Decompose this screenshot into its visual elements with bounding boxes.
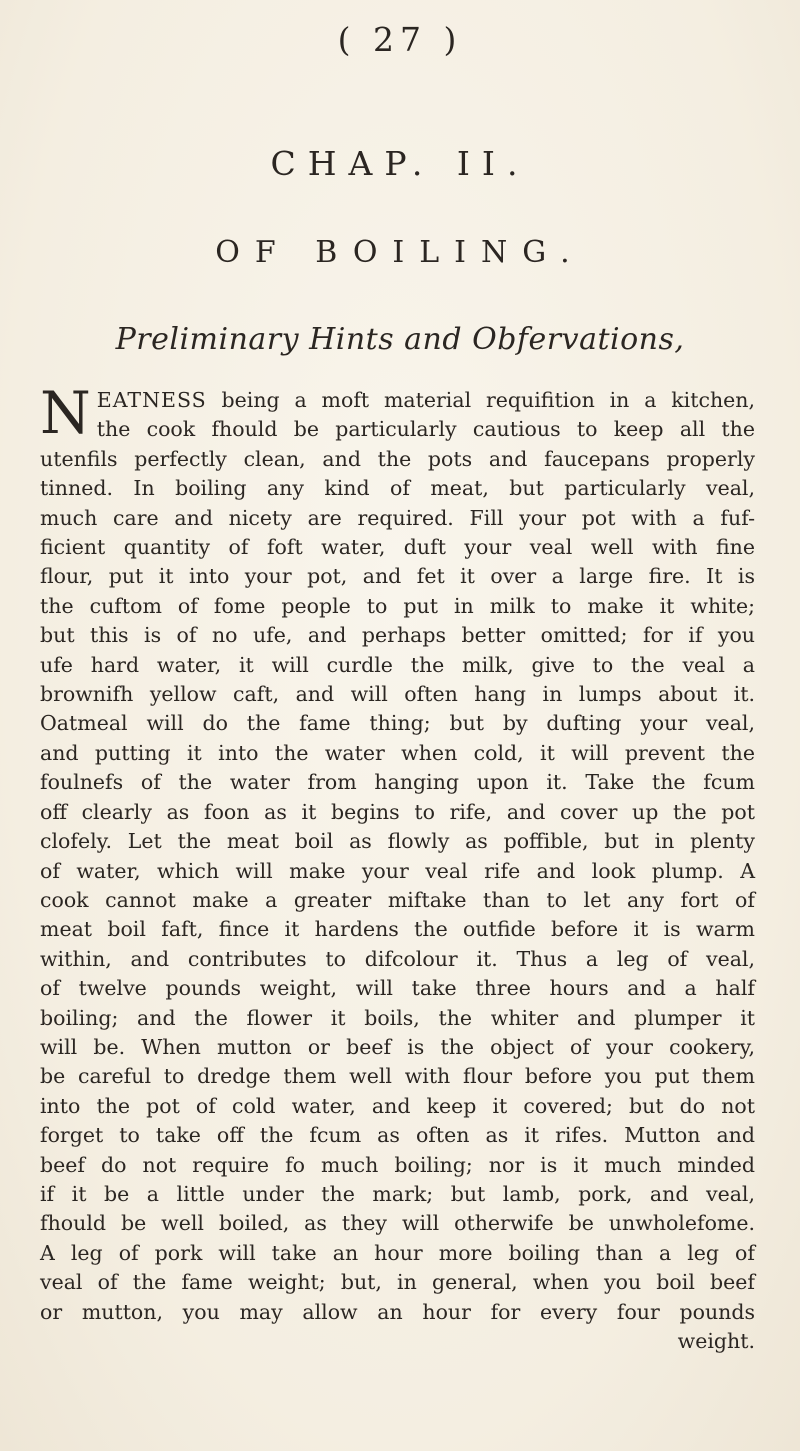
- text-line: foulnefs of the water from hanging upon it. Take the fcum: [40, 770, 755, 795]
- chapter-heading: CHAP. II.: [270, 144, 530, 183]
- text-line: much care and nicety are required. Fill your pot with a fuf-: [40, 505, 755, 530]
- text-line: veal of the fame weight; but, in general, when you boil beef: [40, 1270, 755, 1295]
- text-line: into the pot of cold water, and keep it covered; but do not: [40, 1093, 755, 1118]
- text-line: flour, put it into your pot, and fet it over a large fire. It is: [40, 564, 755, 589]
- text-line: be careful to dredge them well with flour before you put them: [40, 1064, 755, 1089]
- text-line: and putting it into the water when cold, it will prevent the: [40, 740, 755, 765]
- text-line: ficient quantity of foft water, duft your veal well with fine: [40, 535, 755, 560]
- text-line: will be. When mutton or beef is the object of your cookery,: [40, 1034, 755, 1059]
- text-line: fhould be well boiled, as they will otherwife be unwholefome.: [40, 1211, 755, 1236]
- text-line: cook cannot make a greater miftake than to let any fort of: [40, 887, 755, 912]
- text-line: the cook fhould be particularly cautious to keep all the: [96, 417, 755, 442]
- text-line: beef do not require fo much boiling; nor is it much minded: [40, 1152, 755, 1177]
- drop-cap: N: [40, 379, 91, 447]
- text-line: clofely. Let the meat boil as flowly as poffible, but in plenty: [40, 829, 755, 854]
- text-line: utenfils perfectly clean, and the pots and faucepans properly: [40, 446, 755, 471]
- text-line: tinned. In boiling any kind of meat, but particularly veal,: [40, 476, 755, 501]
- text-line: of twelve pounds weight, will take three hours and a half: [40, 976, 755, 1001]
- subtitle: Preliminary Hints and Obfervations,: [115, 322, 685, 357]
- text-line: the cuftom of fome people to put in milk to make it white;: [40, 593, 755, 618]
- text-line: off clearly as foon as it begins to rife, and cover up the pot: [40, 799, 755, 824]
- text-line: but this is of no ufe, and perhaps better omitted; for if you: [40, 623, 755, 648]
- text-line: boiling; and the flower it boils, the whiter and plumper it: [40, 1005, 755, 1030]
- text-line: meat boil faft, fince it hardens the outfide before it is warm: [40, 917, 755, 942]
- text-line: of water, which will make your veal rife and look plump. A: [40, 858, 755, 883]
- opening-word: EATNESS: [96, 388, 207, 412]
- text-line: within, and contributes to difcolour it. Thus a leg of veal,: [40, 946, 755, 971]
- body-paragraph: [40, 379, 755, 1356]
- text-line: A leg of pork will take an hour more boiling than a leg of: [40, 1240, 755, 1265]
- page-number: ( 27 ): [337, 20, 463, 59]
- text-line: EATNESS being a moft material requifition in a kitchen,: [96, 388, 755, 412]
- section-title: OF BOILING.: [215, 235, 585, 270]
- text-line: ufe hard water, it will curdle the milk, give to the veal a: [40, 652, 755, 677]
- text-line: Oatmeal will do the fame thing; but by dufting your veal,: [40, 711, 755, 736]
- text-line: brownifh yellow caft, and will often hang in lumps about it.: [40, 682, 755, 707]
- text-line-final: weight.: [677, 1329, 755, 1353]
- text-line: forget to take off the fcum as often as it rifes. Mutton and: [40, 1123, 755, 1148]
- text-line: or mutton, you may allow an hour for every four pounds: [40, 1299, 755, 1324]
- text-line: if it be a little under the mark; but lamb, pork, and veal,: [40, 1181, 755, 1206]
